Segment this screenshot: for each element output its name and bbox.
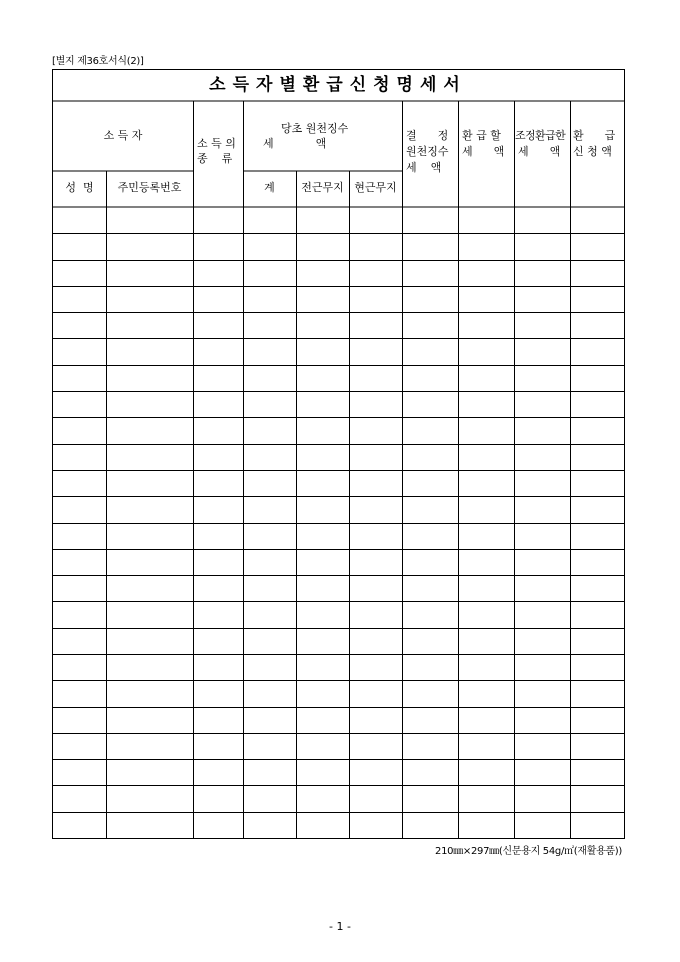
page-number: - 1 -: [329, 920, 351, 933]
final-tax-header-line3: 세 액: [406, 161, 442, 174]
original-tax-header-line1: 당초 원천징수: [281, 122, 349, 135]
adjusted-refund-header-line1: 조정환급한: [515, 129, 566, 142]
previous-workplace-header: 전근무지: [301, 181, 344, 194]
form-number: [별지 제36호서식(2)]: [52, 56, 144, 67]
refundable-tax-header-line2: 세 액: [462, 145, 505, 158]
final-tax-header-line1: 결 정: [406, 129, 449, 142]
current-workplace-header: 현근무지: [354, 181, 397, 194]
refundable-tax-header-line1: 환 급 할: [462, 129, 501, 142]
adjusted-refund-header-line2: 세 액: [518, 145, 561, 158]
resident-number-header: 주민등록번호: [117, 181, 182, 194]
original-tax-header-line2: 세 액: [263, 137, 327, 150]
final-tax-header-line2: 원천징수: [406, 145, 449, 158]
income-type-header-line2: 종 류: [197, 152, 233, 165]
total-header: 계: [264, 181, 275, 194]
form-title: 소득자별환급신청명세서: [209, 75, 467, 95]
refund-statement-form: [52, 69, 625, 839]
refund-request-header-line1: 환 급: [573, 129, 616, 142]
paper-size-note: 210㎜×297㎜(신문용지 54g/㎡(재활용품)): [435, 846, 622, 857]
name-header: 성 명: [65, 181, 94, 194]
income-type-header-line1: 소 득 의: [197, 137, 236, 150]
refund-request-header-line2: 신 청 액: [573, 145, 612, 158]
earner-header: 소 득 자: [103, 129, 143, 142]
